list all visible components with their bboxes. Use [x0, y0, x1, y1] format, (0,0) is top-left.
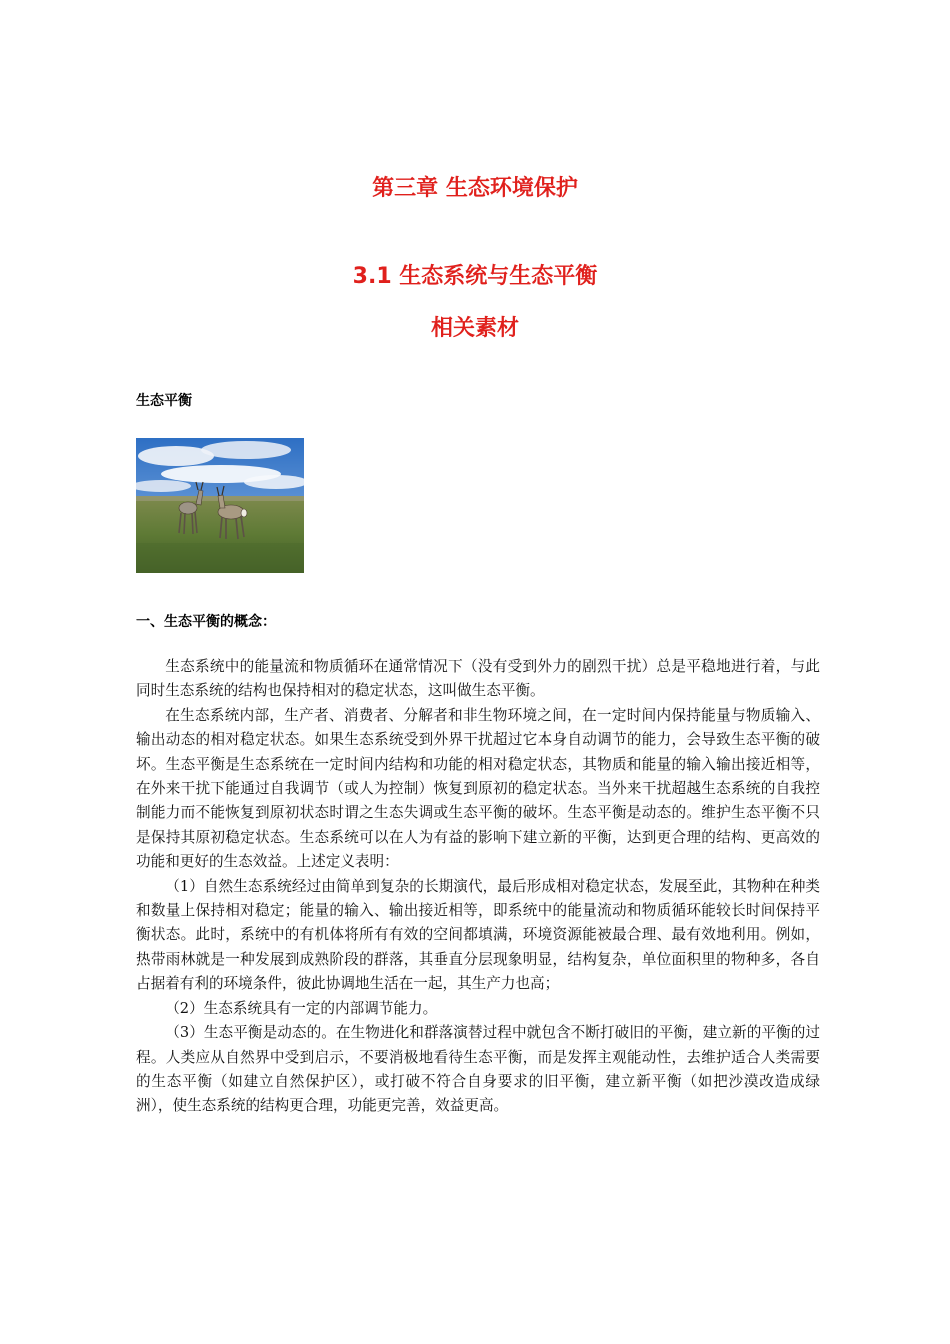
subtitle: 相关素材 — [430, 316, 519, 341]
concept-heading: 一、生态平衡的概念： — [136, 614, 276, 630]
paragraph-3: （1）自然生态系统经过由简单到复杂的长期演代，最后形成相对稳定状态，发展至此，其物种在种类和数量上保持相对稳定；能量的输入、输出接近相等，即系统中的能量流动和物质循环能较长时间保持平衡状态。此时，系统中的有机体将所有有效的空间都填满，环境资源能被最合理、最有效地利用。例如，热带雨林就是一种发展到成熟阶段的群落，其垂直分层现象明显，结构复杂，单位面积里的物种多，各自占据着有利的环境条件，彼此协调地生活在一起，其生产力也高； — [136, 877, 820, 993]
topic-heading: 生态平衡 — [136, 393, 192, 409]
paragraph-2: 在生态系统内部，生产者、消费者、分解者和非生物环境之间，在一定时间内保持能量与物质输入、输出动态的相对稳定状态。如果生态系统受到外界干扰超过它本身自动调节的能力，会导致生态平衡的破坏。生态平衡是生态系统在一定时间内结构和功能的相对稳定状态，其物质和能量的输入输出接近相等，在外来干扰下能通过自我调节（或人为控制）恢复到原初的稳定状态。当外来干扰超越生态系统的自我控制能力而不能恢复到原初状态时谓之生态失调或生态平衡的破坏。生态平衡是动态的。维护生态平衡不只是保持其原初稳定状态。生态系统可以在人为有益的影响下建立新的平衡，达到更合理的结构、更高效的功能和更好的生态效益。上述定义表明： — [136, 706, 820, 871]
concept-body — [136, 655, 820, 1119]
antelope-photo — [136, 438, 304, 573]
chapter-title: 第三章 生态环境保护 — [372, 176, 578, 201]
section-title: 3.1 生态系统与生态平衡 — [352, 264, 598, 289]
paragraph-1: 生态系统中的能量流和物质循环在通常情况下（没有受到外力的剧烈干扰）总是平稳地进行着，与此同时生态系统的结构也保持相对的稳定状态，这叫做生态平衡。 — [136, 658, 820, 700]
paragraph-4: （2）生态系统具有一定的内部调节能力。 — [165, 999, 438, 1017]
paragraph-5: （3）生态平衡是动态的。在生物进化和群落演替过程中就包含不断打破旧的平衡，建立新的平衡的过程。人类应从自然界中受到启示，不要消极地看待生态平衡，而是发挥主观能动性，去维护适合人类需要的生态平衡（如建立自然保护区），或打破不符合自身要求的旧平衡，建立新平衡（如把沙漠改造成绿洲），使生态系统的结构更合理，功能更完善，效益更高。 — [136, 1024, 820, 1115]
